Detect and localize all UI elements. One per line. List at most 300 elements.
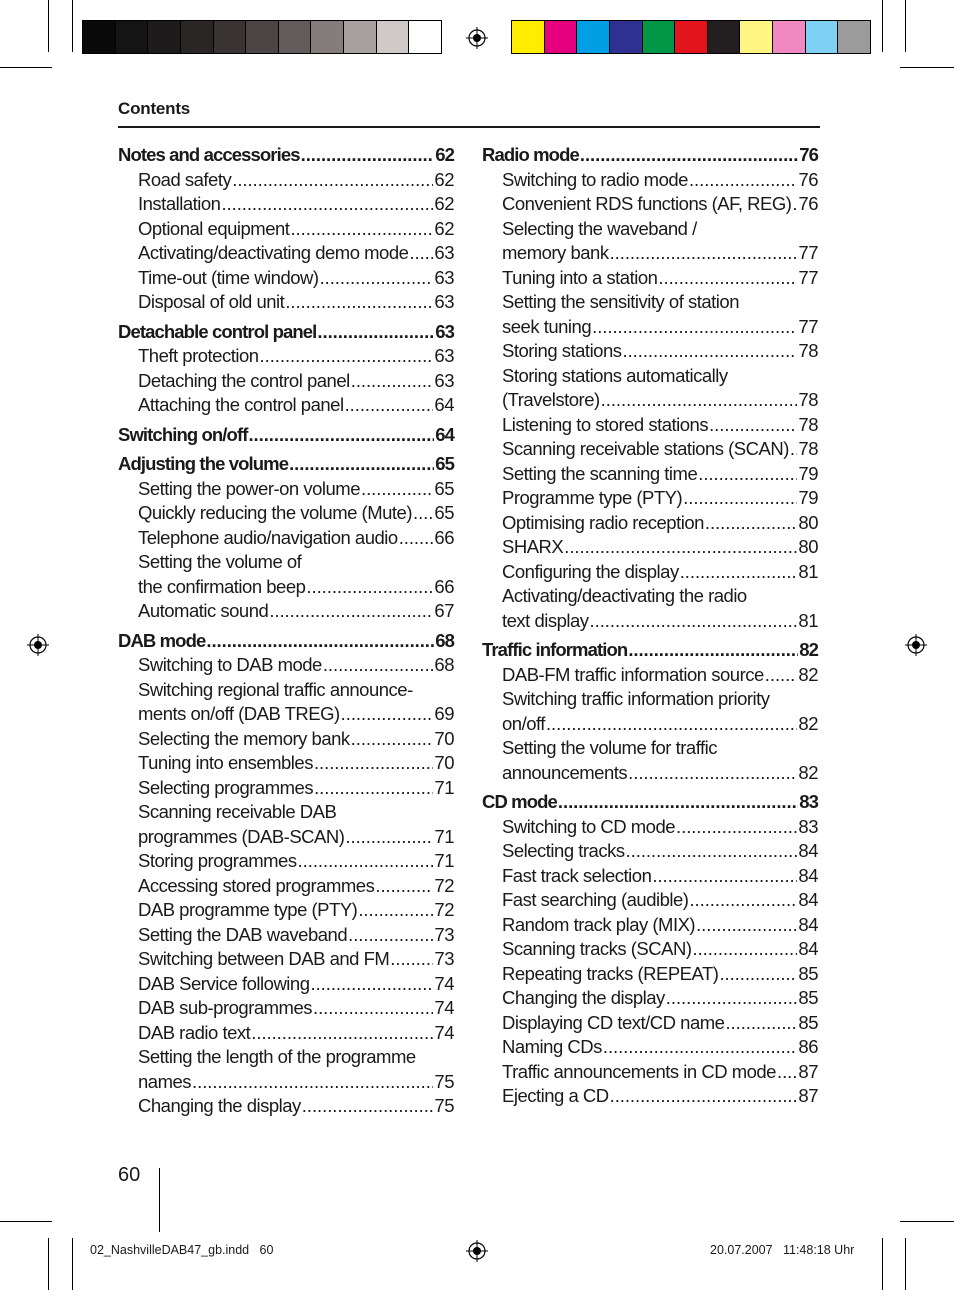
- toc-entry: [118, 800, 454, 825]
- toc-entry: [482, 192, 818, 217]
- toc-entry: [118, 702, 454, 727]
- toc-entry: [118, 825, 454, 850]
- toc-entry-label: announcements: [502, 761, 628, 783]
- toc-leader-dots: [628, 638, 798, 663]
- toc-entry: [482, 913, 818, 938]
- toc-entry: [118, 923, 454, 948]
- toc-entry: [118, 344, 454, 369]
- toc-leader-dots: [289, 452, 434, 477]
- toc-page-number: 76: [799, 144, 818, 165]
- toc-leader-dots: [558, 790, 798, 815]
- toc-leader-dots: [399, 526, 434, 551]
- slug-filename: 02_NashvilleDAB47_gb.indd 60: [90, 1243, 274, 1257]
- toc-page-number: 63: [434, 369, 454, 391]
- toc-entry-label: Radio mode: [482, 144, 579, 165]
- toc-leader-dots: [692, 937, 797, 962]
- color-swatch: [577, 21, 610, 53]
- color-swatch: [806, 21, 839, 53]
- toc-page-number: 77: [798, 315, 818, 337]
- color-swatch: [377, 21, 410, 53]
- color-swatch: [311, 21, 344, 53]
- color-calibration-bar: [511, 20, 871, 54]
- toc-entry: [482, 560, 818, 585]
- toc-right-column: [482, 143, 818, 1109]
- toc-leader-dots: [592, 315, 797, 340]
- crop-mark: [0, 67, 52, 68]
- toc-entry: [482, 241, 818, 266]
- toc-entry-label: Switching on/off: [118, 423, 248, 445]
- toc-leader-dots: [361, 477, 433, 502]
- toc-leader-dots: [705, 511, 798, 536]
- color-swatch: [773, 21, 806, 53]
- toc-page-number: 68: [434, 654, 454, 675]
- registration-mark-icon: [905, 634, 927, 656]
- toc-page-number: 81: [798, 609, 818, 631]
- toc-leader-dots: [221, 192, 433, 217]
- toc-page-number: 78: [798, 413, 818, 435]
- toc-page-number: 78: [798, 438, 818, 459]
- toc-entry: [482, 266, 818, 291]
- toc-leader-dots: [719, 962, 797, 987]
- toc-entry: [482, 761, 818, 786]
- toc-entry-label: Setting the power-on volume: [138, 477, 360, 499]
- toc-page-number: 84: [798, 889, 818, 910]
- toc-entry-label: Storing programmes: [138, 850, 297, 871]
- toc-entry-label: DAB Service following: [138, 972, 310, 994]
- toc-page-number: 65: [434, 477, 454, 499]
- color-swatch: [545, 21, 578, 53]
- toc-entry: [482, 1060, 818, 1085]
- crop-mark: [882, 0, 883, 52]
- toc-entry: [118, 393, 454, 418]
- toc-entry: [482, 535, 818, 560]
- toc-entry: [118, 1070, 454, 1095]
- toc-entry: [482, 1011, 818, 1036]
- toc-leader-dots: [285, 290, 433, 315]
- toc-leader-dots: [626, 839, 798, 864]
- toc-entry: [482, 413, 818, 438]
- toc-entry: [482, 168, 818, 193]
- toc-entry: [118, 874, 454, 899]
- toc-entry-label: Selecting the waveband /: [502, 217, 697, 239]
- toc-section-entry: [118, 452, 454, 477]
- toc-entry-label: DAB sub-programmes: [138, 997, 313, 1018]
- color-swatch: [83, 21, 116, 53]
- toc-page-number: 73: [434, 923, 454, 945]
- toc-page-number: 76: [798, 168, 818, 190]
- toc-entry: [118, 996, 454, 1021]
- toc-entry: [482, 364, 818, 389]
- toc-entry-label: ments on/off (DAB TREG): [138, 703, 340, 724]
- toc-page-number: 78: [798, 340, 818, 361]
- toc-page-number: 87: [798, 1060, 818, 1082]
- toc-entry-label: programmes (DAB-SCAN): [138, 825, 345, 847]
- toc-entry: [482, 584, 818, 609]
- toc-entry: [118, 898, 454, 923]
- toc-entry: [118, 266, 454, 291]
- toc-entry: [482, 388, 818, 413]
- toc-entry: [482, 815, 818, 840]
- toc-entry: [482, 217, 818, 242]
- toc-entry-label: Scanning receivable DAB: [138, 801, 337, 822]
- toc-leader-dots: [348, 923, 433, 948]
- toc-leader-dots: [351, 727, 434, 752]
- toc-leader-dots: [206, 629, 434, 654]
- toc-page-number: 87: [798, 1085, 818, 1106]
- toc-page-number: 74: [434, 972, 454, 994]
- crop-mark: [48, 0, 49, 52]
- color-swatch: [116, 21, 149, 53]
- toc-page-number: 64: [435, 423, 454, 445]
- toc-entry-label: Changing the display: [502, 987, 665, 1008]
- toc-entry: [482, 937, 818, 962]
- color-swatch: [181, 21, 214, 53]
- toc-entry: [118, 972, 454, 997]
- toc-entry-label: Scanning receivable stations (SCAN): [502, 438, 789, 459]
- crop-mark: [0, 1221, 52, 1222]
- toc-entry-label: Tuning into a station: [502, 266, 658, 288]
- page-title: Contents: [118, 99, 191, 118]
- toc-entry: [482, 663, 818, 688]
- toc-entry: [118, 678, 454, 703]
- toc-page-number: 62: [434, 193, 454, 214]
- toc-entry: [482, 864, 818, 889]
- crop-mark: [48, 1238, 49, 1290]
- toc-section-entry: [482, 638, 818, 663]
- toc-leader-dots: [390, 947, 433, 972]
- toc-entry-label: Setting the length of the programme: [138, 1046, 416, 1067]
- toc-page-number: 82: [798, 712, 818, 734]
- toc-page-number: 82: [798, 761, 818, 783]
- toc-leader-dots: [248, 423, 434, 448]
- toc-entry: [482, 339, 818, 364]
- header-rule: [118, 126, 820, 128]
- color-swatch: [675, 21, 708, 53]
- toc-entry: [118, 575, 454, 600]
- toc-entry: [482, 986, 818, 1011]
- toc-page-number: 71: [434, 850, 454, 871]
- toc-entry-label: Traffic announcements in CD mode: [502, 1060, 776, 1082]
- toc-page-number: 84: [798, 938, 818, 959]
- toc-entry-label: Adjusting the volume: [118, 453, 289, 474]
- toc-leader-dots: [580, 143, 798, 168]
- toc-entry: [482, 736, 818, 761]
- toc-entry-label: Selecting programmes: [138, 776, 314, 798]
- toc-entry-label: Tuning into ensembles: [138, 752, 313, 773]
- toc-page-number: 62: [435, 144, 454, 165]
- toc-leader-dots: [546, 712, 797, 737]
- color-swatch: [643, 21, 676, 53]
- color-swatch: [708, 21, 741, 53]
- toc-page-number: 85: [798, 987, 818, 1008]
- toc-entry-label: Telephone audio/navigation audio: [138, 526, 398, 548]
- toc-entry: [118, 526, 454, 551]
- toc-entry-label: Attaching the control panel: [138, 394, 344, 415]
- toc-entry-label: Configuring the display: [502, 560, 679, 582]
- slug-timestamp: 20.07.2007 11:48:18 Uhr: [710, 1243, 855, 1257]
- toc-page-number: 75: [434, 1070, 454, 1092]
- toc-page-number: 71: [434, 825, 454, 847]
- toc-page-number: 84: [798, 864, 818, 886]
- toc-entry: [118, 217, 454, 242]
- toc-leader-dots: [689, 168, 797, 193]
- toc-entry-label: Detaching the control panel: [138, 369, 350, 391]
- toc-entry: [482, 712, 818, 737]
- toc-leader-dots: [351, 369, 434, 394]
- toc-leader-dots: [666, 986, 798, 1011]
- toc-entry-label: Time-out (time window): [138, 266, 319, 288]
- toc-page-number: 63: [435, 320, 454, 342]
- toc-entry-label: Naming CDs: [502, 1036, 602, 1057]
- toc-entry: [482, 315, 818, 340]
- toc-page-number: 85: [798, 1011, 818, 1033]
- toc-leader-dots: [652, 864, 797, 889]
- toc-leader-dots: [413, 501, 433, 526]
- toc-page-number: 86: [798, 1036, 818, 1057]
- toc-entry: [118, 947, 454, 972]
- toc-page-number: 67: [434, 600, 454, 621]
- toc-entry: [482, 888, 818, 913]
- toc-leader-dots: [313, 996, 433, 1021]
- toc-section-entry: [118, 629, 454, 654]
- toc-entry-label: the confirmation beep: [138, 575, 306, 597]
- toc-entry-label: Fast searching (audible): [502, 889, 689, 910]
- toc-leader-dots: [680, 560, 798, 585]
- crop-mark: [905, 1238, 906, 1290]
- toc-entry: [482, 687, 818, 712]
- color-swatch: [512, 21, 545, 53]
- crop-mark: [900, 67, 954, 68]
- toc-entry-label: Setting the scanning time: [502, 462, 698, 484]
- toc-leader-dots: [683, 486, 797, 511]
- toc-page-number: 74: [434, 1021, 454, 1043]
- toc-entry: [482, 962, 818, 987]
- toc-entry: [118, 1021, 454, 1046]
- toc-page-number: 75: [434, 1095, 454, 1116]
- toc-entry: [118, 776, 454, 801]
- toc-page-number: 63: [434, 291, 454, 312]
- toc-entry: [482, 839, 818, 864]
- toc-leader-dots: [260, 344, 434, 369]
- toc-entry-label: DAB programme type (PTY): [138, 899, 358, 920]
- crop-mark: [905, 0, 906, 52]
- toc-page-number: 79: [798, 462, 818, 484]
- toc-leader-dots: [676, 815, 797, 840]
- toc-entry-label: on/off: [502, 712, 545, 734]
- toc-entry-label: Switching regional traffic announce-: [138, 678, 413, 700]
- toc-leader-dots: [301, 143, 435, 168]
- toc-entry-label: seek tuning: [502, 315, 592, 337]
- toc-entry-label: SHARX: [502, 536, 564, 557]
- toc-leader-dots: [358, 898, 433, 923]
- toc-page-number: 80: [798, 536, 818, 557]
- toc-entry-label: DAB radio text: [138, 1021, 251, 1043]
- toc-page-number: 78: [798, 389, 818, 410]
- toc-entry: [118, 369, 454, 394]
- toc-entry-label: Storing stations automatically: [502, 364, 728, 386]
- toc-page-number: 65: [434, 502, 454, 523]
- toc-entry-label: Repeating tracks (REPEAT): [502, 962, 719, 984]
- toc-page-number: 82: [798, 663, 818, 685]
- toc-leader-dots: [269, 599, 433, 624]
- toc-entry-label: memory bank: [502, 242, 609, 263]
- toc-entry: [118, 290, 454, 315]
- toc-entry-label: Accessing stored programmes: [138, 874, 375, 896]
- toc-page-number: 69: [434, 703, 454, 724]
- toc-entry-label: Optimising radio reception: [502, 511, 704, 533]
- toc-entry-label: Switching to DAB mode: [138, 654, 322, 675]
- toc-leader-dots: [192, 1070, 433, 1095]
- toc-page-number: 81: [798, 560, 818, 582]
- toc-leader-dots: [341, 702, 434, 727]
- toc-page-number: 63: [434, 266, 454, 288]
- toc-page-number: 79: [798, 487, 818, 508]
- toc-entry: [118, 599, 454, 624]
- toc-leader-dots: [590, 609, 798, 634]
- toc-page-number: 72: [434, 874, 454, 896]
- toc-entry: [118, 192, 454, 217]
- toc-entry-label: text display: [502, 609, 589, 631]
- toc-entry: [118, 550, 454, 575]
- toc-leader-dots: [610, 241, 798, 266]
- toc-entry-label: Changing the display: [138, 1095, 301, 1116]
- toc-entry-label: Setting the sensitivity of station: [502, 291, 739, 312]
- page-number: 60: [118, 1164, 141, 1186]
- toc-entry-label: Scanning tracks (SCAN): [502, 938, 692, 959]
- toc-page-number: 65: [435, 453, 454, 474]
- registration-mark-icon: [466, 27, 488, 49]
- toc-entry: [118, 501, 454, 526]
- toc-entry-label: Optional equipment: [138, 217, 290, 239]
- toc-entry-label: Switching to CD mode: [502, 815, 676, 837]
- toc-leader-dots: [603, 1035, 798, 1060]
- toc-entry-label: Disposal of old unit: [138, 291, 285, 312]
- toc-entry: [118, 241, 454, 266]
- toc-leader-dots: [345, 393, 434, 418]
- toc-leader-dots: [564, 535, 797, 560]
- toc-entry: [482, 1084, 818, 1109]
- toc-page-number: 62: [434, 217, 454, 239]
- color-swatch: [838, 21, 870, 53]
- toc-entry-label: names: [138, 1070, 192, 1092]
- toc-entry-label: Theft protection: [138, 345, 259, 366]
- toc-leader-dots: [765, 663, 798, 688]
- toc-page-number: 68: [435, 629, 454, 651]
- toc-entry-label: Traffic information: [482, 639, 628, 660]
- crop-mark: [72, 1238, 73, 1290]
- toc-leader-dots: [790, 437, 798, 462]
- toc-section-entry: [482, 143, 818, 168]
- toc-section-entry: [118, 143, 454, 168]
- toc-page-number: 66: [434, 526, 454, 548]
- toc-entry-label: Switching between DAB and FM: [138, 948, 390, 969]
- toc-page-number: 76: [798, 193, 818, 214]
- color-swatch: [740, 21, 773, 53]
- toc-leader-dots: [251, 1021, 433, 1046]
- toc-entry-label: Random track play (MIX): [502, 913, 696, 935]
- toc-entry-label: Convenient RDS functions (AF, REG): [502, 193, 792, 214]
- color-swatch: [148, 21, 181, 53]
- toc-left-column: [118, 143, 454, 1119]
- toc-entry: [482, 462, 818, 487]
- toc-page-number: 74: [434, 997, 454, 1018]
- toc-entry-label: Displaying CD text/CD name: [502, 1011, 725, 1033]
- toc-leader-dots: [306, 575, 433, 600]
- toc-page-number: 83: [798, 815, 818, 837]
- toc-entry-label: Notes and accessories: [118, 144, 300, 165]
- registration-mark-icon: [27, 634, 49, 656]
- toc-entry: [118, 727, 454, 752]
- toc-entry: [118, 1094, 454, 1119]
- toc-page-number: 70: [434, 727, 454, 749]
- toc-entry-label: Switching to radio mode: [502, 168, 688, 190]
- toc-leader-dots: [610, 1084, 798, 1109]
- toc-leader-dots: [320, 266, 434, 291]
- toc-leader-dots: [298, 849, 434, 874]
- toc-entry-label: Automatic sound: [138, 600, 269, 621]
- toc-entry-label: Listening to stored stations: [502, 413, 709, 435]
- toc-entry: [118, 168, 454, 193]
- toc-leader-dots: [792, 192, 797, 217]
- toc-entry: [482, 511, 818, 536]
- toc-leader-dots: [696, 913, 797, 938]
- toc-entry-label: Storing stations: [502, 340, 622, 361]
- toc-page-number: 77: [798, 242, 818, 263]
- crop-mark: [882, 1238, 883, 1290]
- color-swatch: [344, 21, 377, 53]
- color-swatch: [246, 21, 279, 53]
- toc-entry: [482, 1035, 818, 1060]
- registration-mark-icon: [466, 1240, 488, 1262]
- toc-leader-dots: [725, 1011, 797, 1036]
- toc-entry-label: Setting the volume of: [138, 551, 302, 572]
- toc-entry: [118, 477, 454, 502]
- toc-page-number: 62: [434, 168, 454, 190]
- toc-entry-label: Switching traffic information priority: [502, 688, 770, 709]
- toc-leader-dots: [232, 168, 433, 193]
- toc-entry: [118, 849, 454, 874]
- toc-page-number: 72: [434, 899, 454, 920]
- toc-leader-dots: [689, 888, 797, 913]
- toc-leader-dots: [709, 413, 797, 438]
- toc-entry: [118, 751, 454, 776]
- toc-entry-label: DAB mode: [118, 629, 206, 651]
- toc-entry-label: Detachable control panel: [118, 320, 317, 342]
- toc-entry: [482, 290, 818, 315]
- toc-entry-label: Selecting tracks: [502, 840, 625, 861]
- toc-leader-dots: [314, 776, 433, 801]
- toc-leader-dots: [698, 462, 797, 487]
- toc-section-entry: [118, 320, 454, 345]
- toc-entry-label: Fast track selection: [502, 864, 652, 886]
- toc-leader-dots: [658, 266, 797, 291]
- toc-entry-label: DAB-FM traffic information source: [502, 663, 764, 685]
- toc-entry-label: Setting the volume for traffic: [502, 737, 717, 758]
- toc-leader-dots: [601, 388, 798, 413]
- toc-leader-dots: [628, 761, 797, 786]
- toc-page-number: 63: [434, 345, 454, 366]
- toc-entry: [482, 437, 818, 462]
- toc-section-entry: [482, 790, 818, 815]
- toc-leader-dots: [345, 825, 433, 850]
- toc-entry-label: CD mode: [482, 791, 557, 812]
- toc-leader-dots: [623, 339, 798, 364]
- toc-entry: [482, 486, 818, 511]
- grayscale-calibration-bar: [82, 20, 442, 54]
- toc-entry-label: Ejecting a CD: [502, 1085, 609, 1106]
- toc-page-number: 70: [434, 752, 454, 773]
- toc-leader-dots: [311, 972, 434, 997]
